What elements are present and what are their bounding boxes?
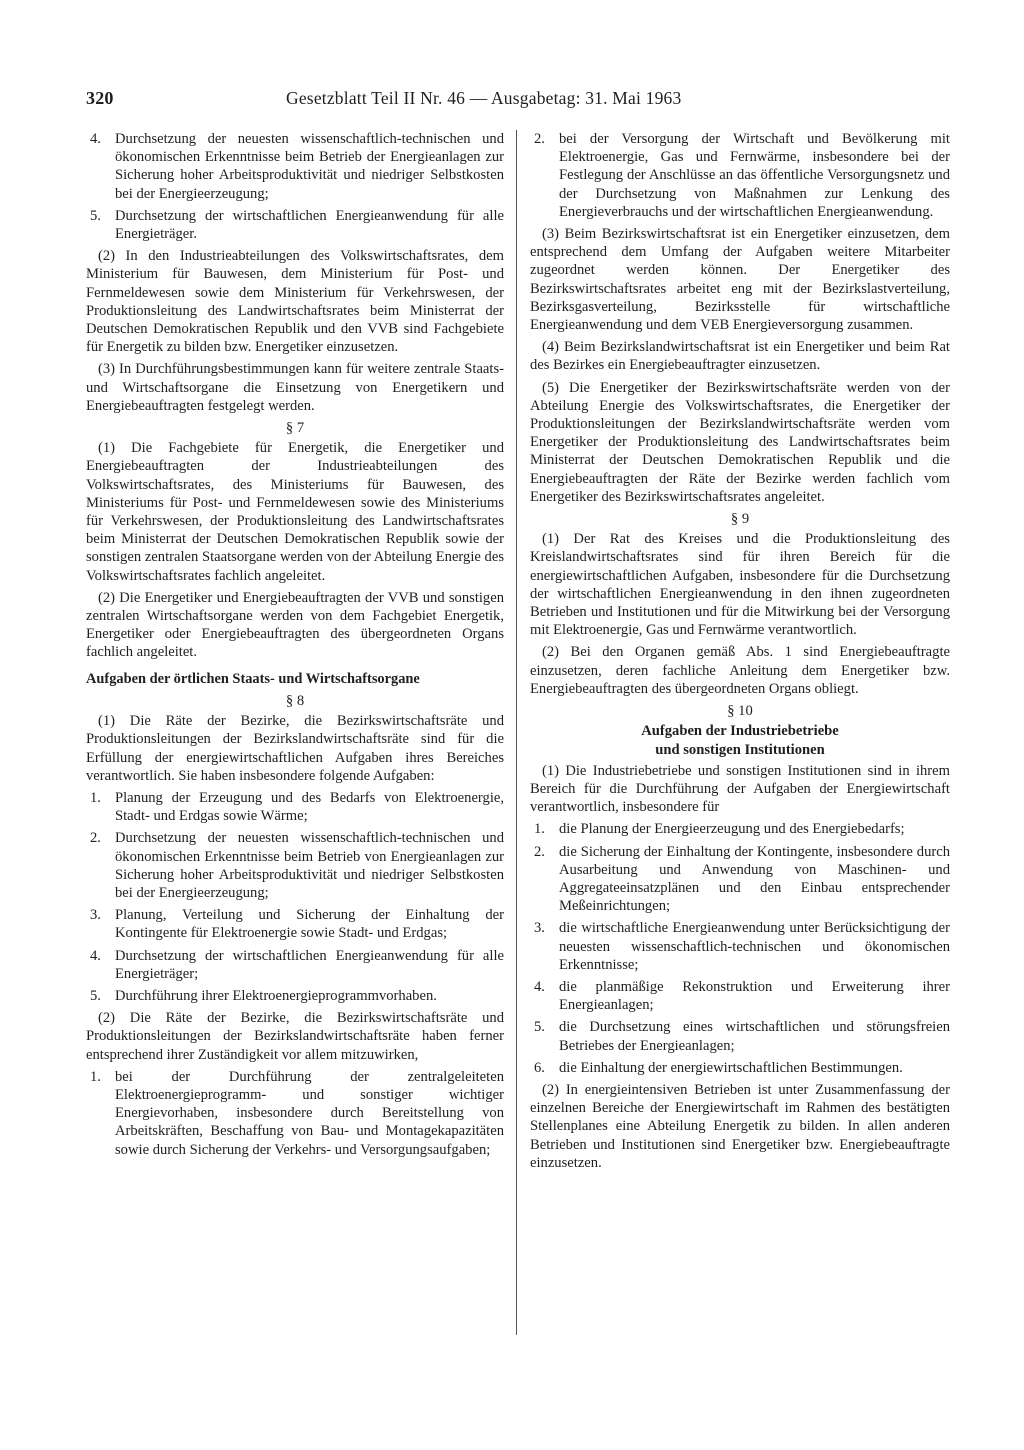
list-item bbox=[86, 947, 504, 983]
column-divider bbox=[516, 130, 517, 1335]
item-text: Durchsetzung der neuesten wissenschaftlich-technischen und ökonomischen Erkenntnisse beim Betrieb der Energieanlagen zur Sicherung hoher Arbeitsproduktivität und niedriger Selbstkosten bei der Energieerzeugung; bbox=[115, 131, 504, 202]
list-item bbox=[86, 130, 504, 203]
item-text: Durchsetzung der wirtschaftlichen Energieanwendung für alle Energieträger. bbox=[115, 207, 504, 243]
list-item bbox=[86, 987, 504, 1005]
item-text: Planung, Verteilung und Sicherung der Einhaltung der Kontingente für Elektroenergie sowie Stadt- und Erdgas; bbox=[115, 907, 504, 942]
list-item bbox=[86, 906, 504, 942]
item-text: Durchsetzung der neuesten wissenschaftlich-technischen und ökonomischen Erkenntnisse beim Betrieb von Energieanlagen zur Sicherung hoher Arbeitsproduktivität und niedriger Selbstkosten bei der Energieerzeugung; bbox=[115, 830, 504, 901]
item-number: 3. bbox=[534, 920, 545, 937]
item-number: 4. bbox=[90, 947, 101, 964]
paragraph: (2) Bei den Organen gemäß Abs. 1 sind Energiebeauftragte einzusetzen, deren fachliche Anleitung dem Energetiker bzw. Energiebeauftragten des übergeordneten Organs obliegt. bbox=[530, 644, 950, 697]
list-item bbox=[530, 1018, 950, 1054]
paragraph: (2) In den Industrieabteilungen des Volkswirtschaftsrates, dem Ministerium für Bauwesen, dem Ministerium für Post- und Fernmeldewesen sowie dem Ministerium für Verkehrswesen, der Produktionsleitung des Landwirtschaftsrates beim Ministerrat der Deutschen Demokratischen Republik und den VVB sind Fachgebiete für Energetik zu bilden bzw. Energetiker einzusetzen. bbox=[86, 248, 504, 356]
item-text: Durchführung ihrer Elektroenergieprogrammvorhaben. bbox=[115, 987, 437, 1004]
item-number: 2. bbox=[534, 131, 545, 147]
section-heading bbox=[530, 722, 950, 758]
paragraph: (3) In Durchführungsbestimmungen kann für weitere zentrale Staats- und Wirtschaftsorgane die Einsetzung von Energetikern und Energiebeauftragten festgelegt werden. bbox=[86, 361, 504, 414]
item-text: bei der Versorgung der Wirtschaft und Bevölkerung mit Elektroenergie, Gas und Fernwärme, insbesondere bei der Festlegung der Anschlüsse an das öffentliche Versorgungsnetz und der Durchsetzung von Maßnahmen zur Lenkung des Energieverbrauchs und der wirtschaftlichen Energieanwendung. bbox=[559, 131, 950, 220]
list-item bbox=[530, 978, 950, 1014]
item-number: 1. bbox=[90, 1068, 101, 1085]
section-sign: § 9 bbox=[730, 511, 750, 528]
list-item bbox=[86, 207, 504, 243]
list-item bbox=[530, 130, 950, 221]
item-text: Durchsetzung der wirtschaftlichen Energieanwendung für alle Energieträger; bbox=[115, 947, 504, 982]
paragraph: (5) Die Energetiker der Bezirkswirtschaftsräte werden von der Abteilung Energie des Volkswirtschaftsrates, die Energetiker der Produktionsleitungen der Bezirkslandwirtschaftsräte werden vom Energetiker der Produktionsleitung des Landwirtschaftsrates beim Ministerrat der Deutschen Demokratischen Republik und die Energiebeauftragten der Räte der Bezirke werden fachlich vom Energetiker des Bezirkswirtschaftsrates angeleitet. bbox=[530, 379, 950, 505]
item-number: 5. bbox=[90, 207, 101, 224]
section-sign: § 8 bbox=[285, 692, 305, 709]
section-heading-line: und sonstigen Institutionen bbox=[655, 741, 825, 758]
item-number: 1. bbox=[90, 789, 101, 806]
list-item bbox=[530, 843, 950, 916]
item-number: 5. bbox=[90, 987, 101, 1004]
item-text: die planmäßige Rekonstruktion und Erweiterung ihrer Energieanlagen; bbox=[559, 978, 950, 1014]
paragraph: (1) Die Industriebetriebe und sonstigen Institutionen sind in ihrem Bereich für die Durchführung der Aufgaben der Energiewirtschaft verantwortlich, insbesondere für bbox=[530, 762, 950, 816]
paragraph: (2) Die Räte der Bezirke, die Bezirkswirtschaftsräte und Produktionsleitungen der Bezirkslandwirtschaftsräte haben ferner entsprechend ihrer Zuständigkeit vor allem mitzuwirken, bbox=[86, 1010, 504, 1063]
paragraph: (3) Beim Bezirkswirtschaftsrat ist ein Energetiker einzusetzen, dem entsprechend dem Umfang der Aufgaben weitere Mitarbeiter zugeordnet werden können. Der Energetiker des Bezirkswirtschaftsrates arbeitet eng mit der Bezirkslastverteilung, Bezirksgasverteilung, Bezirksstelle für wirtschaftliche Energieanwendung und dem VEB Energieversorgung zusammen. bbox=[530, 226, 950, 334]
section-sign: § 10 bbox=[727, 703, 753, 720]
item-number: 3. bbox=[90, 907, 101, 924]
page-number: 320 bbox=[86, 88, 114, 108]
right-column bbox=[530, 130, 950, 1176]
paragraph: (2) In energieintensiven Betrieben ist unter Zusammenfassung der einzelnen Bereiche der Energiewirtschaft im Rahmen des bestätigten Stellenplanes eine Abteilung Energetik zu bilden. In allen anderen Betrieben und Institutionen sind Energetiker bzw. Energiebeauftragte einzusetzen. bbox=[530, 1081, 950, 1171]
item-number: 4. bbox=[534, 978, 545, 995]
item-text: die Durchsetzung eines wirtschaftlichen und störungsfreien Betriebes der Energieanlagen; bbox=[559, 1019, 950, 1054]
list-item bbox=[86, 1068, 504, 1159]
list-item bbox=[530, 919, 950, 974]
item-text: die Planung der Energieerzeugung und des Energiebedarfs; bbox=[559, 821, 905, 838]
list-item bbox=[86, 789, 504, 825]
section-sign: § 7 bbox=[285, 420, 305, 437]
list-item bbox=[530, 1059, 950, 1077]
left-column bbox=[86, 130, 504, 1163]
list-item bbox=[86, 829, 504, 902]
item-text: die Sicherung der Einhaltung der Kontingente, insbesondere durch Ausarbeitung und Anwendung von Maschinen- und Aggregateeinsatzplänen und den Einbau entsprechender Meßeinrichtungen; bbox=[559, 843, 950, 915]
header-title: Gesetzblatt Teil II Nr. 46 — Ausgabetag: 31. Mai 1963 bbox=[286, 88, 682, 108]
item-text: die Einhaltung der energiewirtschaftlichen Bestimmungen. bbox=[559, 1059, 903, 1076]
item-text: die wirtschaftliche Energieanwendung unter Berücksichtigung der neuesten wissenschaftlich-technischen und ökonomischen Erkenntnisse; bbox=[559, 920, 950, 973]
paragraph: (1) Die Fachgebiete für Energetik, die Energetiker und Energiebeauftragten der Industrieabteilungen des Volkswirtschaftsrates, des Ministeriums für Bauwesen, des Ministeriums für Post- und Fernmeldewesen sowie des Ministeriums für Verkehrswesen, der Produktionsleitung des Landwirtschaftsrates beim Ministerrat der Deutschen Demokratischen Republik sowie der sonstigen zentralen Staatsorgane werden von der Abteilung Energie des Volkswirtschaftsrates fachlich angeleitet. bbox=[86, 440, 504, 584]
item-number: 6. bbox=[534, 1059, 545, 1076]
paragraph: (1) Der Rat des Kreises und die Produktionsleitung des Kreislandwirtschaftsrates sind für ihren Bereich für die energiewirtschaftlichen Aufgaben, insbesondere für die Durchsetzung der wirtschaftlichen Energieanwendung in den ihnen zugeordneten Betrieben und Institutionen und für die Mitwirkung bei der Versorgung mit Elektroenergie, Gas und Fernwärme verantwortlich. bbox=[530, 531, 950, 639]
item-number: 2. bbox=[90, 830, 101, 847]
page-header bbox=[86, 88, 956, 112]
item-number: 2. bbox=[534, 843, 545, 860]
item-text: Planung der Erzeugung und des Bedarfs von Elektroenergie, Stadt- und Erdgas sowie Wärme; bbox=[115, 789, 504, 825]
item-number: 4. bbox=[90, 131, 101, 147]
paragraph: (4) Beim Bezirkslandwirtschaftsrat ist ein Energetiker und beim Rat des Bezirkes ein Energiebeauftragter einzusetzen. bbox=[530, 339, 950, 374]
item-text: bei der Durchführung der zentralgeleiteten Elektroenergieprogramm- und sonstiger wichtiger Energievorhaben, insbesondere durch Bereitstellung von Arbeitskräften, Beschaffung von Bau- und Montagekapazitäten sowie durch Sicherung der Verkehrs- und Versorgungsaufgaben; bbox=[115, 1068, 504, 1158]
section-heading-line: Aufgaben der Industriebetriebe bbox=[641, 723, 839, 740]
item-number: 1. bbox=[534, 821, 545, 838]
list-item bbox=[530, 820, 950, 838]
paragraph: (1) Die Räte der Bezirke, die Bezirkswirtschaftsräte und Produktionsleitungen der Bezirkslandwirtschaftsräte sind für die Erfüllung der energiewirtschaftlichen Aufgaben ihres Bereiches verantwortlich. Sie haben insbesondere folgende Aufgaben: bbox=[86, 713, 504, 784]
section-heading: Aufgaben der örtlichen Staats- und Wirtschaftsorgane bbox=[86, 670, 420, 687]
paragraph: (2) Die Energetiker und Energiebeauftragten der VVB und sonstigen zentralen Wirtschaftsorgane werden von dem Fachgebiet Energetik, Energetiker oder Energiebeauftragten des übergeordneten Organs fachlich angeleitet. bbox=[86, 589, 504, 661]
item-number: 5. bbox=[534, 1019, 545, 1036]
